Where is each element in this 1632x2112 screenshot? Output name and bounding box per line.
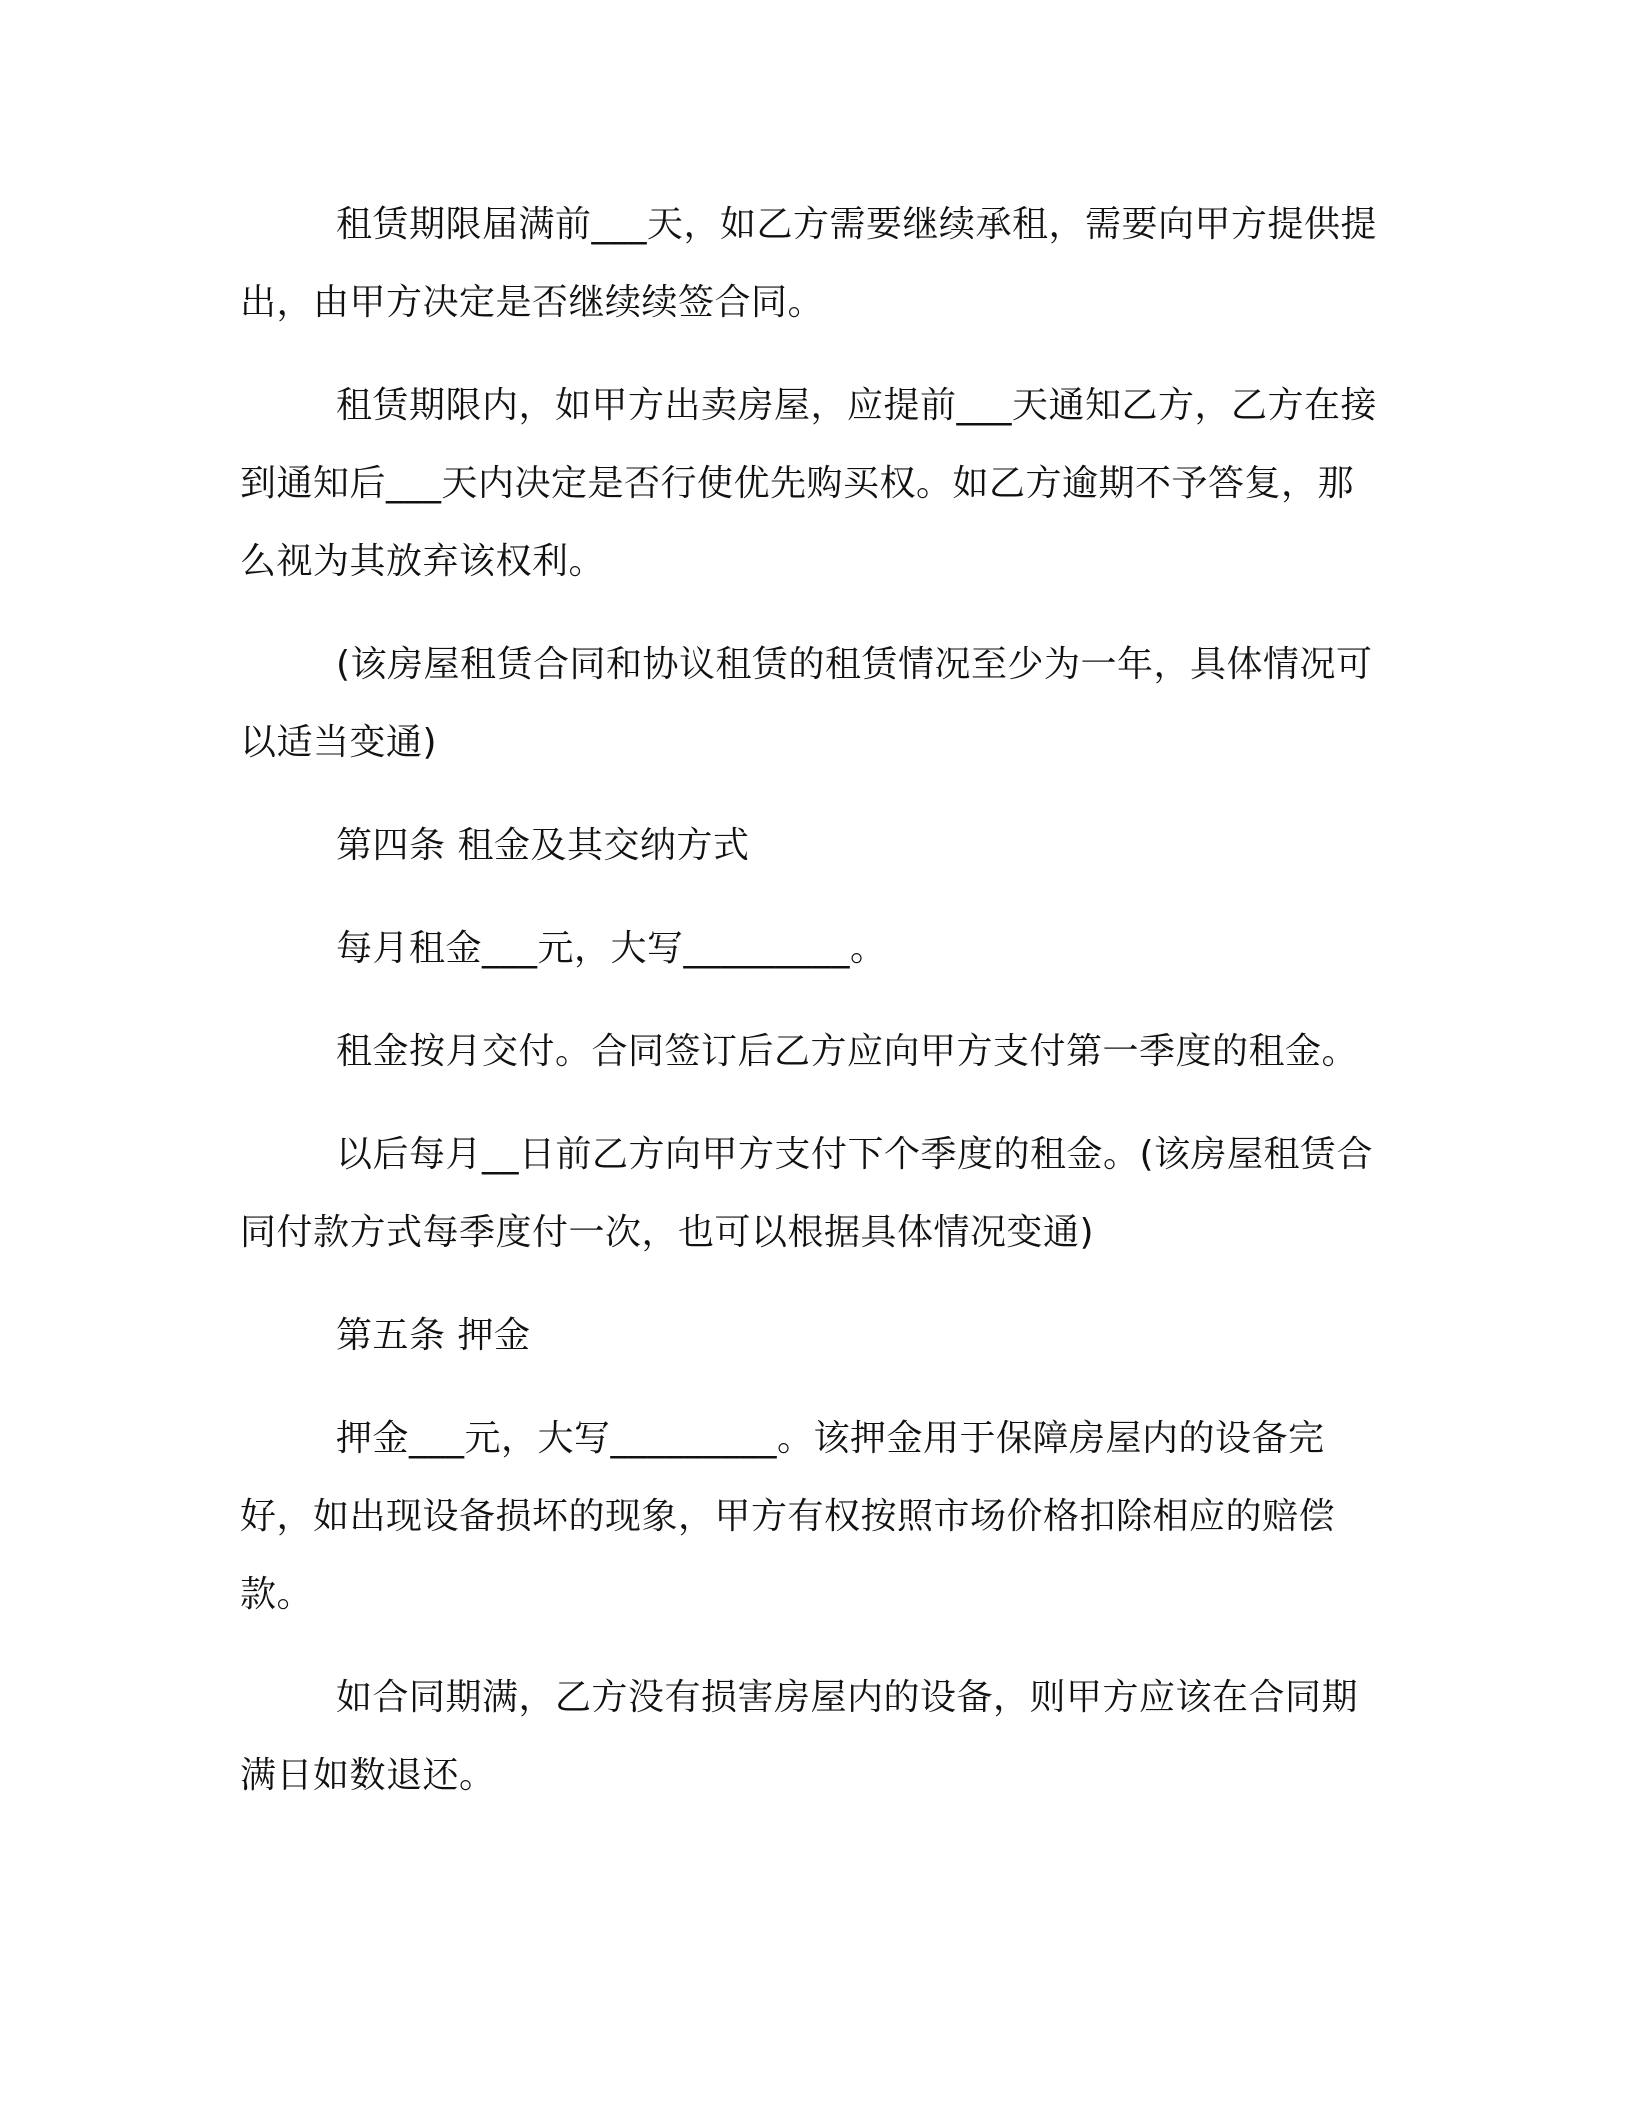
paragraph-rent-payment: 租金按月交付。合同签订后乙方应向甲方支付第一季度的租金。 xyxy=(336,1031,1359,1072)
paragraph-preemptive-right: 租赁期限内，如甲方出卖房屋，应提前___天通知乙方，乙方在接到通知后___天内决定是否行使优先购买权。如乙方逾期不予答复，那么视为其放弃该权利。 xyxy=(240,385,1378,582)
paragraph-deposit-refund: 如合同期满，乙方没有损害房屋内的设备，则甲方应该在合同期满日如数退还。 xyxy=(240,1677,1359,1796)
paragraph-deposit: 押金___元，大写_________。该押金用于保障房屋内的设备完好，如出现设备损坏的现象，甲方有权按照市场价格扣除相应的赔偿款。 xyxy=(240,1418,1336,1615)
paragraph-lease-term-note: (该房屋租赁合同和协议租赁的租赁情况至少为一年，具体情况可以适当变通) xyxy=(240,644,1373,763)
paragraph-renewal-notice: 租赁期限届满前___天，如乙方需要继续承租，需要向甲方提供提出，由甲方决定是否继续续签合同。 xyxy=(240,204,1378,323)
section-heading-article-4: 第四条 租金及其交纳方式 xyxy=(336,825,750,866)
paragraph-quarterly-payment: 以后每月__日前乙方向甲方支付下个季度的租金。(该房屋租赁合同付款方式每季度付一次，也可以根据具体情况变通) xyxy=(240,1134,1374,1253)
document-body xyxy=(240,186,1380,1840)
section-heading-article-5: 第五条 押金 xyxy=(336,1315,531,1356)
paragraph-monthly-rent: 每月租金___元，大写_________。 xyxy=(336,928,887,969)
